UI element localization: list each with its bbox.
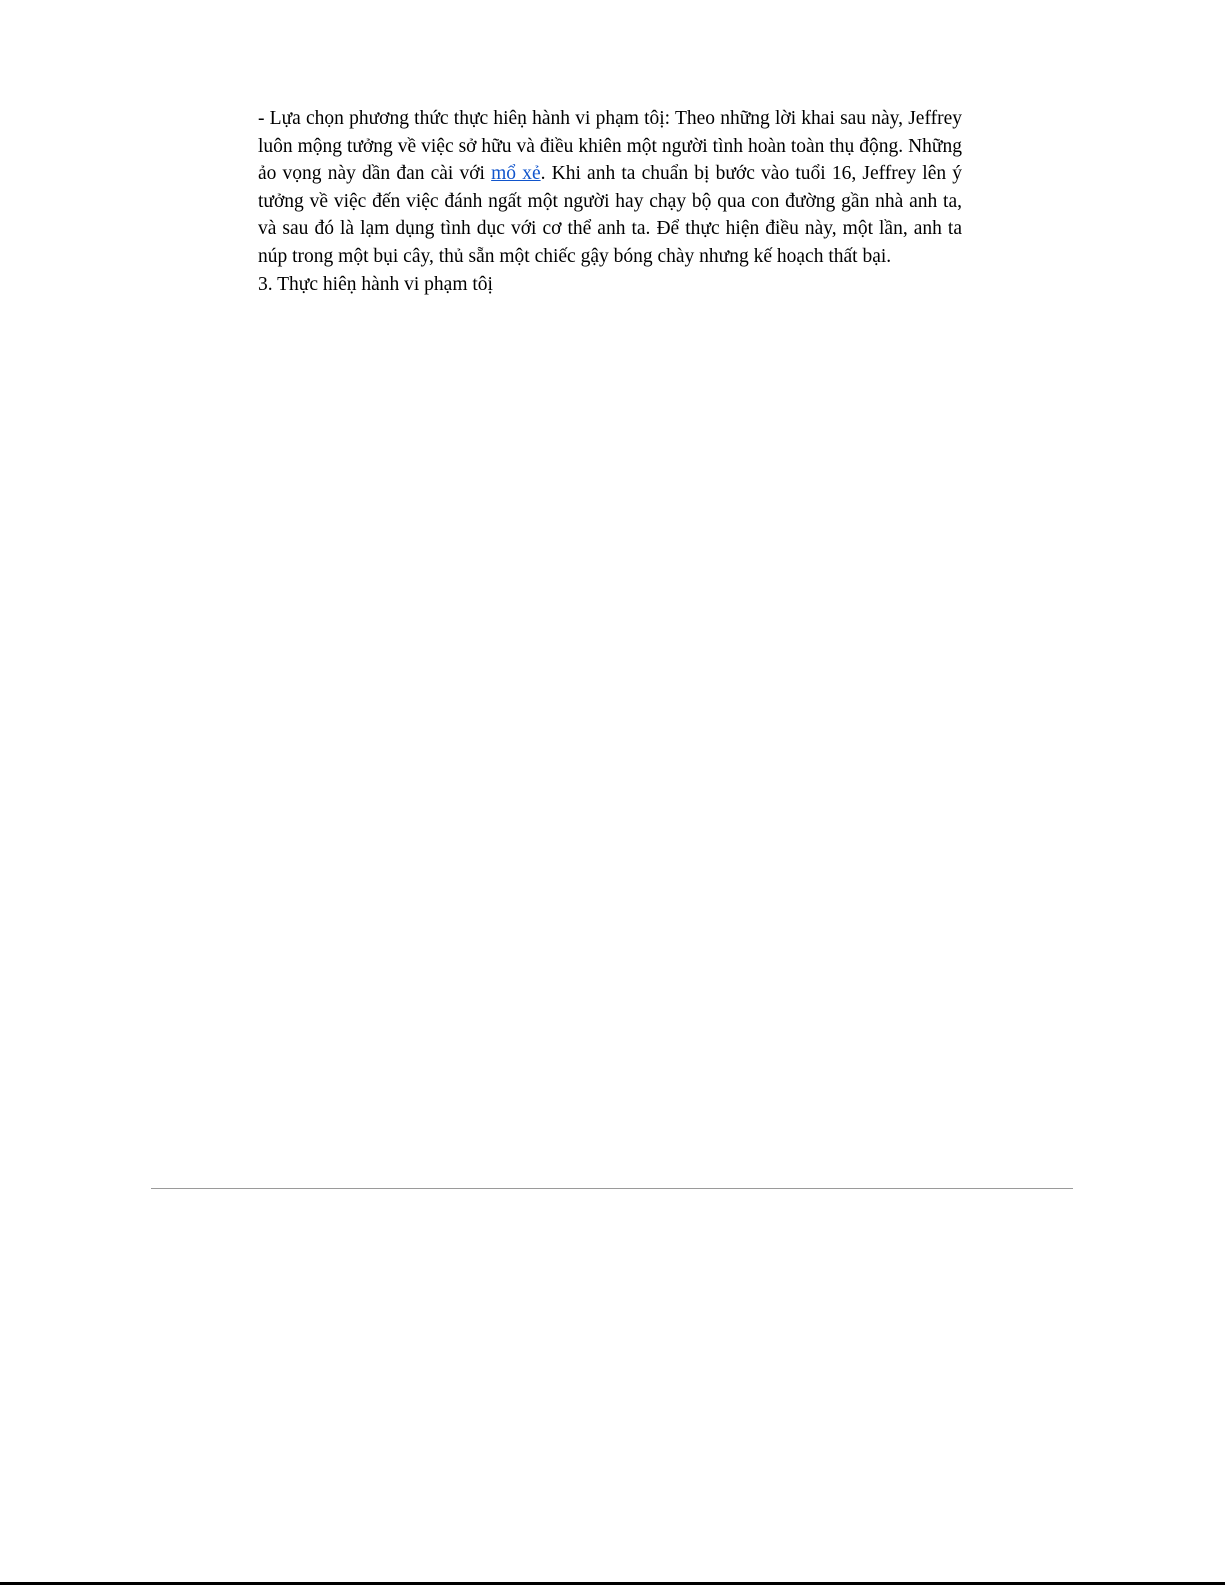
document-body (258, 105, 962, 298)
paragraph-text-after-link: . Khi anh ta chuẩn bị bước vào tuổi 16, Jeffrey lên ý tưởng về việc đến việc đánh ngất một người hay chạy bộ qua con đường gần nhà anh ta, và sau đó là lạm dụng tình dục với cơ thể anh ta. Để thực hiện điều này, một lần, anh ta núp trong một bụi cây, thủ sẵn một chiếc gậy bóng chày nhưng kế hoạch thất bại. (258, 163, 963, 267)
page-break-divider (151, 1188, 1073, 1189)
paragraph-method-selection (258, 105, 962, 271)
hyperlink-mo-xe[interactable]: mổ xẻ (491, 163, 541, 185)
paragraph-text-before-link: - Lựa chọn phương thức thực hiêṇ hành vi phạm tôị: Theo những lời khai sau này, Jeffrey luôn mộng tưởng về việc sở hữu và điều khiên một người tình hoàn toàn thụ động. Những ảo vọng này dần đan cài với (258, 108, 962, 185)
section-heading: 3. Thực hiêṇ hành vi phạm tôị (258, 273, 493, 295)
